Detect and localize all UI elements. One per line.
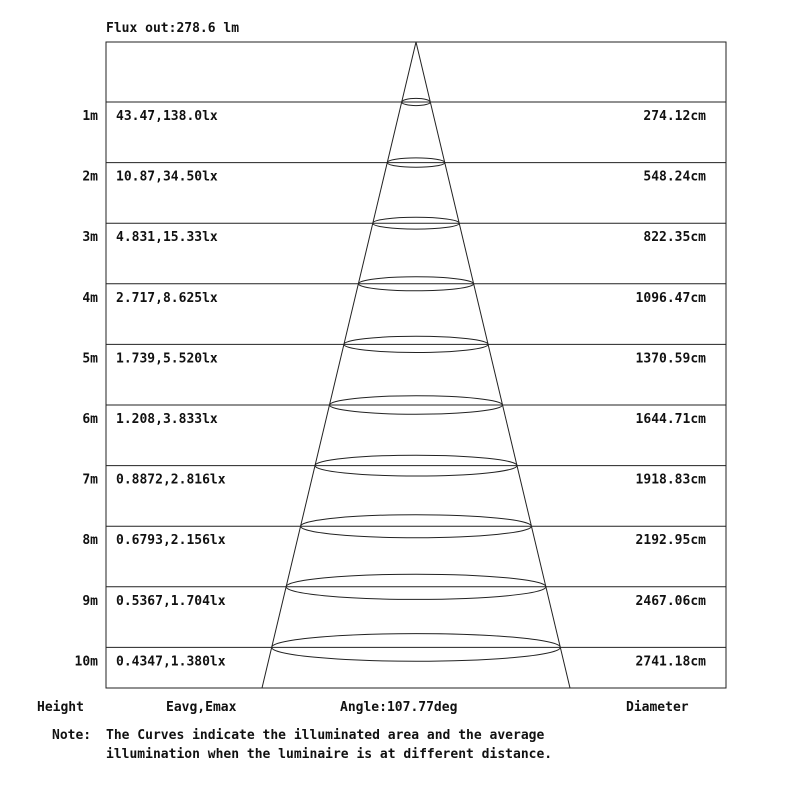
note-line-2: illumination when the luminaire is at different distance. [106,747,553,762]
row-height-label: 10m [74,654,98,670]
beam-right-edge [416,42,570,688]
note-prefix: Note: [52,728,92,743]
row-diameter-label: 2467.06cm [635,593,706,609]
row-diameter-label: 822.35cm [643,230,706,246]
row-diameter-label: 274.12cm [643,109,706,124]
flux-out-label: Flux out:278.6 lm [106,21,240,36]
row-diameter-label: 1096.47cm [635,290,706,306]
row-illuminance-label: 0.5367,1.704lx [116,593,226,609]
row-illuminance-label: 1.208,3.833lx [116,412,218,427]
row-diameter-label: 1644.71cm [635,412,706,427]
distance-rows [75,98,726,669]
row-illuminance-label: 2.717,8.625lx [116,290,218,306]
row-height-label: 3m [82,230,98,246]
row-height-label: 4m [82,290,98,306]
row-height-label: 7m [82,472,98,488]
row-height-label: 6m [82,412,98,427]
note-line-1: The Curves indicate the illuminated area and the average [106,728,545,743]
row-illuminance-label: 10.87,34.50lx [116,169,218,185]
height-column-label: Height [37,700,84,715]
row-illuminance-label: 43.47,138.0lx [116,109,218,124]
row-diameter-label: 2192.95cm [635,533,706,549]
row-height-label: 9m [82,593,98,609]
row-illuminance-label: 0.8872,2.816lx [116,472,226,488]
row-illuminance-label: 0.4347,1.380lx [116,654,226,670]
row-illuminance-label: 4.831,15.33lx [116,230,218,246]
row-height-label: 1m [82,109,98,124]
row-height-label: 8m [82,533,98,549]
beam-angle-label: Angle:107.77deg [340,700,458,715]
row-illuminance-label: 0.6793,2.156lx [116,533,226,549]
row-diameter-label: 2741.18cm [635,654,706,670]
row-illuminance-label: 1.739,5.520lx [116,351,218,367]
row-diameter-label: 1370.59cm [635,351,706,367]
beam-left-edge [262,42,416,688]
row-diameter-label: 548.24cm [643,169,706,185]
eavg-emax-column-label: Eavg,Emax [166,700,237,715]
diameter-column-label: Diameter [626,700,689,715]
row-height-label: 2m [82,169,98,185]
row-height-label: 5m [82,351,98,367]
row-diameter-label: 1918.83cm [635,472,706,488]
